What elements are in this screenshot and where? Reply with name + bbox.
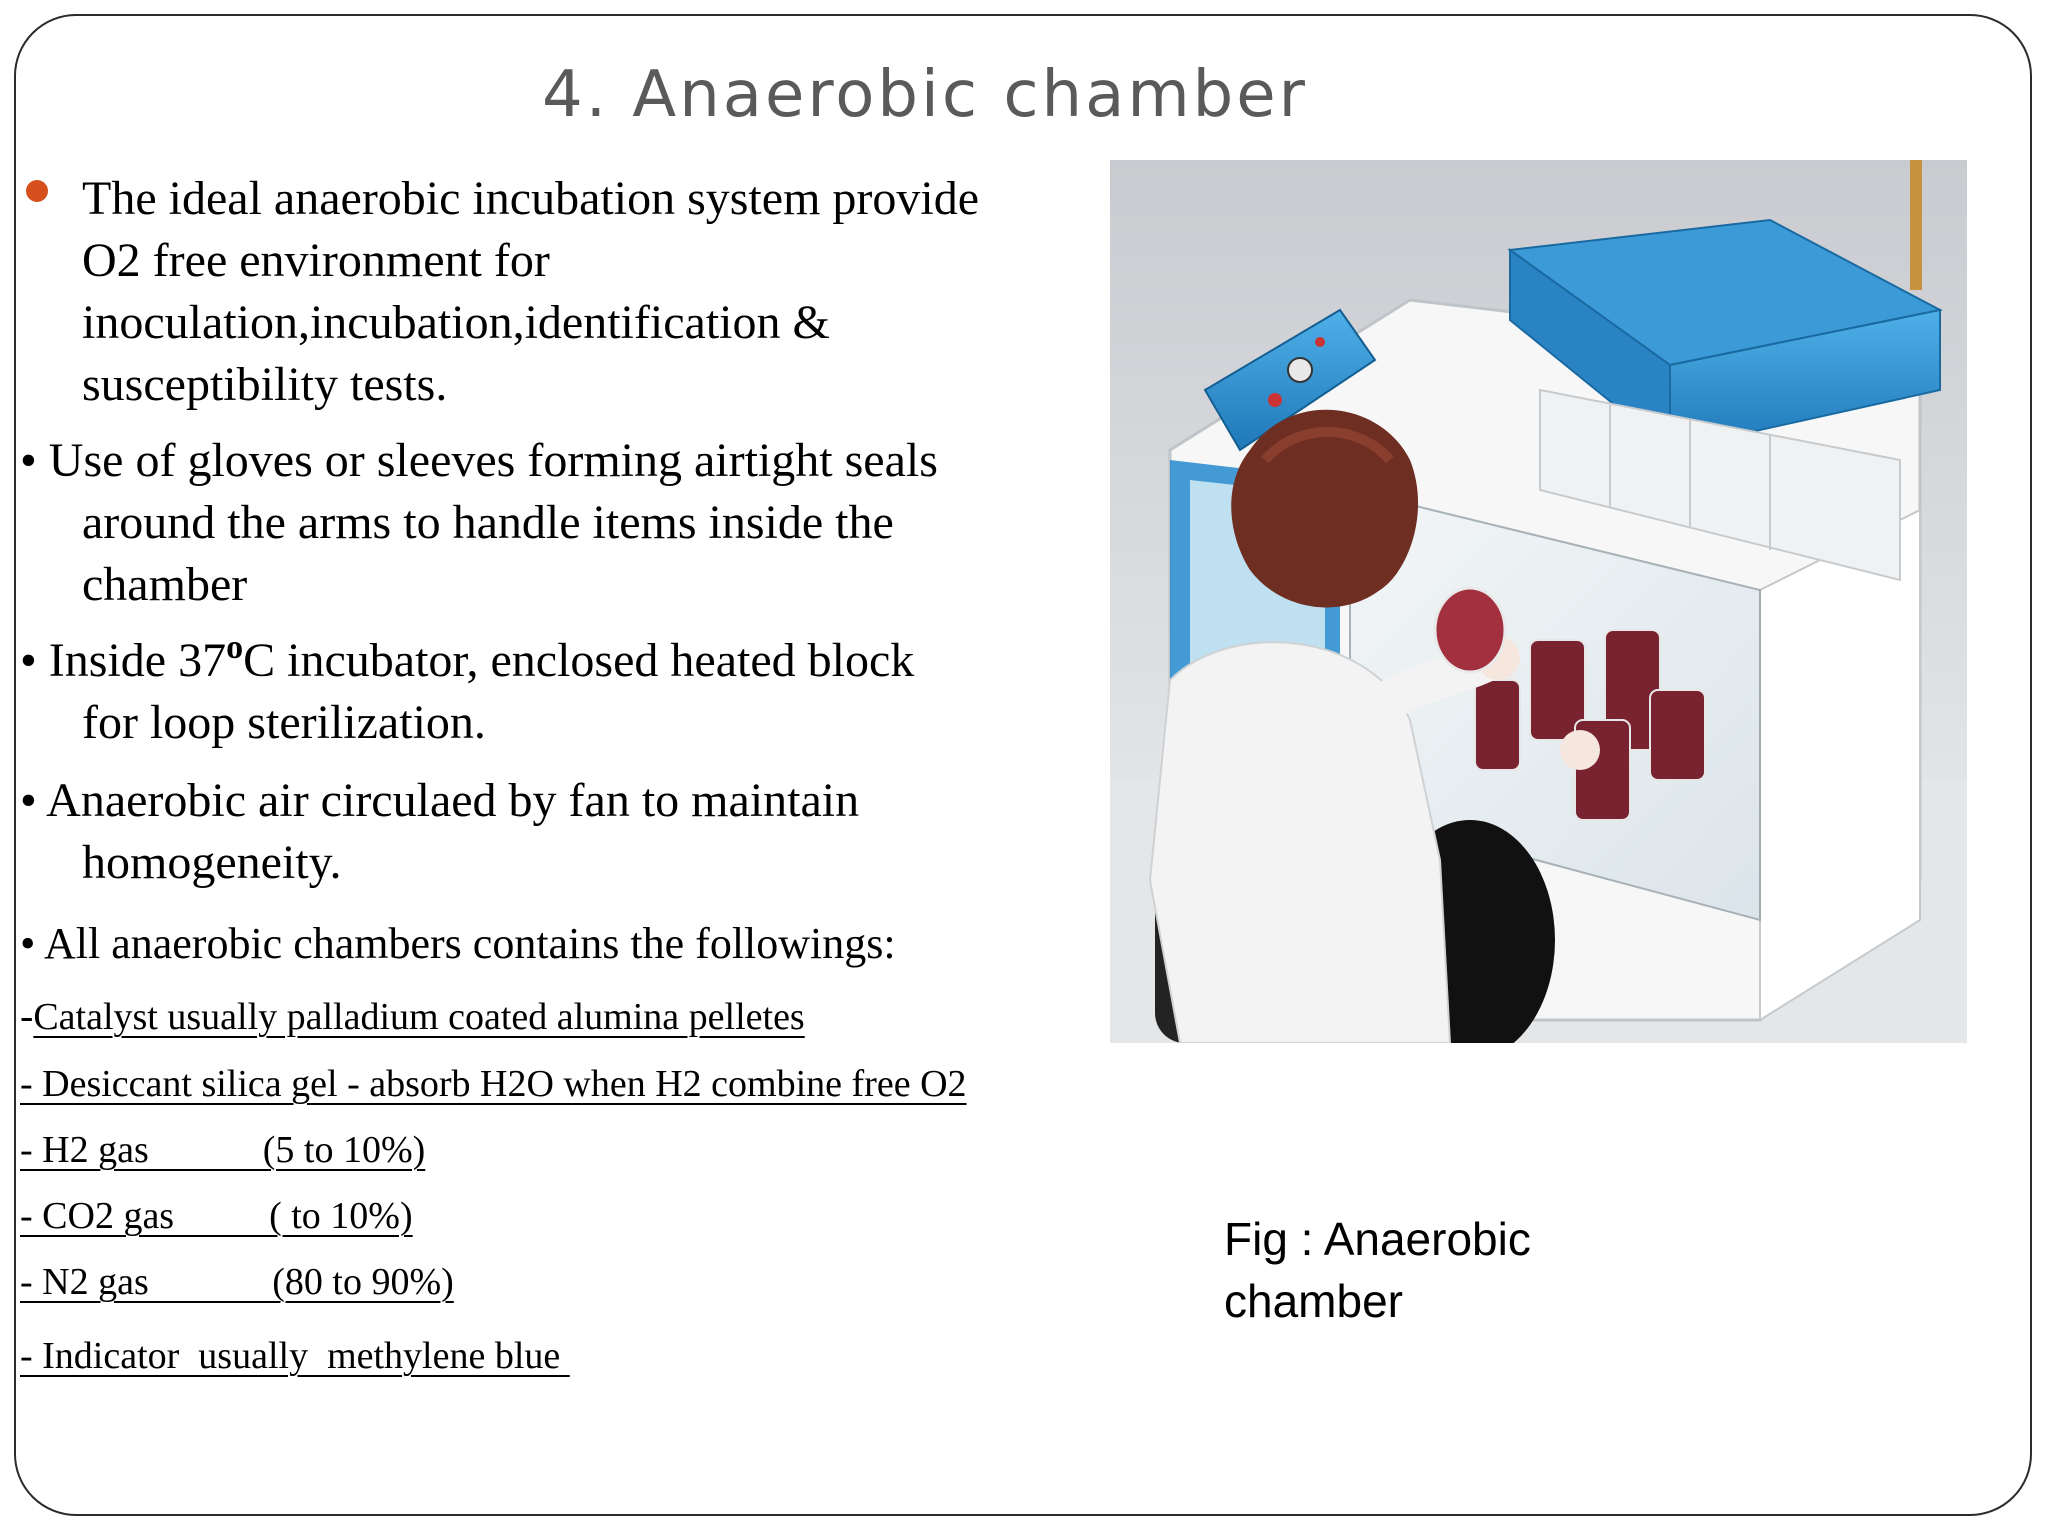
bullet-5-line-1: • All anaerobic chambers contains the followings: — [20, 919, 896, 968]
component-h2-text: - H2 gas (5 to 10%) — [20, 1129, 426, 1171]
component-indicator-text: - Indicator usually methylene blue — [20, 1335, 570, 1377]
anaerobic-chamber-illustration — [1110, 160, 1967, 1043]
component-co2-text: - CO2 gas ( to 10%) — [20, 1195, 413, 1237]
degree-superscript: o — [226, 629, 244, 666]
bullet-1-line-2: O2 free environment for — [82, 234, 550, 287]
component-desiccant-text: - Desiccant silica gel - absorb H2O when H2 combine free O2 — [20, 1063, 967, 1105]
bullet-1-line-1: The ideal anaerobic incubation system provide — [82, 172, 980, 225]
component-lead-dash: - — [20, 993, 34, 1038]
bullet-2-line-2: around the arms to handle items inside the — [82, 496, 894, 549]
slide-title: 4. Anaerobic chamber — [542, 58, 1308, 132]
bullet-dot — [26, 180, 48, 202]
bullet-3-line-2: for loop sterilization. — [82, 696, 486, 749]
component-indicator — [20, 1330, 570, 1382]
component-catalyst — [20, 990, 805, 1043]
bullet-1-line-4: susceptibility tests. — [82, 358, 448, 411]
anaerobic-chamber-photo — [1110, 160, 1967, 1043]
component-h2 — [20, 1124, 425, 1176]
figure-caption-line-2: chamber — [1224, 1275, 1403, 1327]
bullet-4-line-2: homogeneity. — [82, 836, 342, 889]
component-n2 — [20, 1256, 454, 1308]
bullet-2-line-1: • Use of gloves or sleeves forming airtight seals — [20, 434, 938, 487]
figure-caption-line-1: Fig : Anaerobic — [1224, 1213, 1531, 1265]
component-catalyst-text: Catalyst usually palladium coated alumina pelletes — [33, 996, 805, 1038]
component-n2-text: - N2 gas (80 to 90%) — [20, 1261, 454, 1303]
bullet-4-line-1: • Anaerobic air circulaed by fan to maintain — [20, 774, 860, 827]
bullet-2-line-3: chamber — [82, 558, 248, 611]
bullet-3-line-1 — [20, 630, 914, 697]
bullet-3-suffix: C incubator, enclosed heated block — [243, 634, 915, 687]
bullet-1-line-3: inoculation,incubation,identification & — [82, 296, 830, 349]
component-desiccant — [20, 1058, 967, 1110]
bullet-3-prefix: • Inside 37 — [20, 634, 227, 687]
component-co2 — [20, 1190, 413, 1242]
